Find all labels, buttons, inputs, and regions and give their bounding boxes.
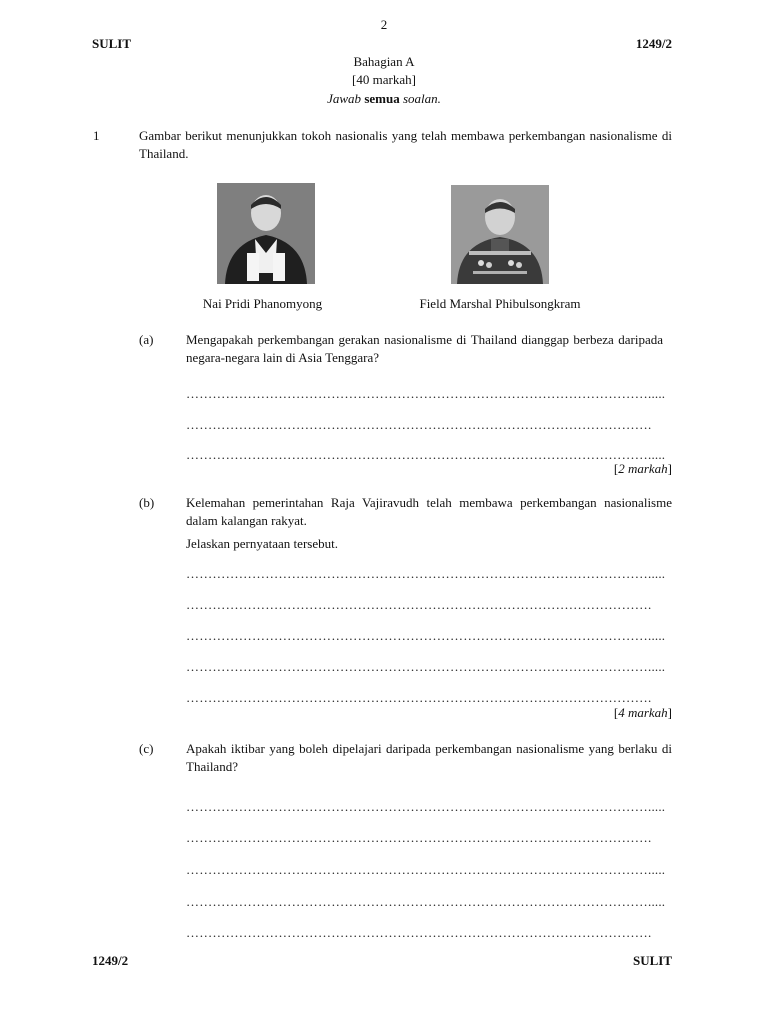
part-b-text: Kelemahan pemerintahan Raja Vajiravudh telah membawa perkembangan nasionalisme dalam kalangan rakyat. <box>186 495 672 528</box>
answer-line: ……………………………………………………………………………………………..... <box>186 566 666 581</box>
answer-line: ……………………………………………………………………………………………..... <box>186 628 666 643</box>
part-b-instruction: Jelaskan pernyataan tersebut. <box>186 536 338 551</box>
answer-line: ……………………………………………………………………………………………..... <box>186 447 666 462</box>
answer-line: ……………………………………………………………………………………………..... <box>186 799 666 814</box>
part-a-label: (a) <box>139 332 154 347</box>
answer-line: ……………………………………………………………………………………………. <box>186 597 652 612</box>
part-a-marks <box>614 460 672 478</box>
portrait-photo-icon <box>451 185 549 284</box>
answer-line: ……………………………………………………………………………………………..... <box>186 386 666 401</box>
section-instruction <box>0 90 768 108</box>
part-b-marks <box>614 704 672 722</box>
answer-line: ……………………………………………………………………………………………. <box>186 690 652 705</box>
marks-close-bracket: ] <box>667 705 672 720</box>
instruction-italic-1: Jawab <box>327 91 362 106</box>
photo-caption-1: Nai Pridi Phanomyong <box>202 296 323 311</box>
instruction-italic-2: soalan. <box>402 91 441 106</box>
question-stem: Gambar berikut menunjukkan tokoh nasionalis yang telah membawa perkembangan nasionalisme di Thailand. <box>139 128 672 161</box>
page-number: 2 <box>380 17 388 32</box>
section-title: Bahagian A <box>353 54 415 69</box>
footer-left-code: 1249/2 <box>92 953 129 968</box>
answer-line: ……………………………………………………………………………………………..... <box>186 659 666 674</box>
part-c-text: Apakah iktibar yang boleh dipelajari daripada perkembangan nasionalisme yang berlaku di Thailand? <box>186 741 672 774</box>
marks-text: 2 markah <box>618 461 668 476</box>
marks-open-bracket: [ <box>613 705 619 720</box>
photo-caption-2: Field Marshal Phibulsongkram <box>419 296 581 311</box>
answer-line: ……………………………………………………………………………………………..... <box>186 862 666 877</box>
portrait-photo-icon <box>217 183 315 284</box>
answer-line: ……………………………………………………………………………………………. <box>186 417 652 432</box>
portrait-photo-1 <box>217 183 315 284</box>
marks-close-bracket: ] <box>667 461 672 476</box>
part-a-text: Mengapakah perkembangan gerakan nasionalisme di Thailand dianggap berbeza daripada negara-negara lain di Asia Tenggara? <box>186 332 663 365</box>
marks-text: 4 markah <box>618 705 668 720</box>
answer-line: ……………………………………………………………………………………………. <box>186 925 652 940</box>
answer-line: ……………………………………………………………………………………………..... <box>186 894 666 909</box>
question-number: 1 <box>93 128 100 143</box>
marks-open-bracket: [ <box>613 461 619 476</box>
portrait-photo-2 <box>451 185 549 284</box>
instruction-bold: semua <box>364 91 400 106</box>
answer-line: ……………………………………………………………………………………………. <box>186 830 652 845</box>
header-right-code: 1249/2 <box>635 36 672 51</box>
header-left-label: SULIT <box>92 36 132 51</box>
footer-right-label: SULIT <box>632 953 672 968</box>
part-c-label: (c) <box>139 741 154 756</box>
part-b-label: (b) <box>139 495 155 510</box>
section-marks: [40 markah] <box>352 72 416 87</box>
